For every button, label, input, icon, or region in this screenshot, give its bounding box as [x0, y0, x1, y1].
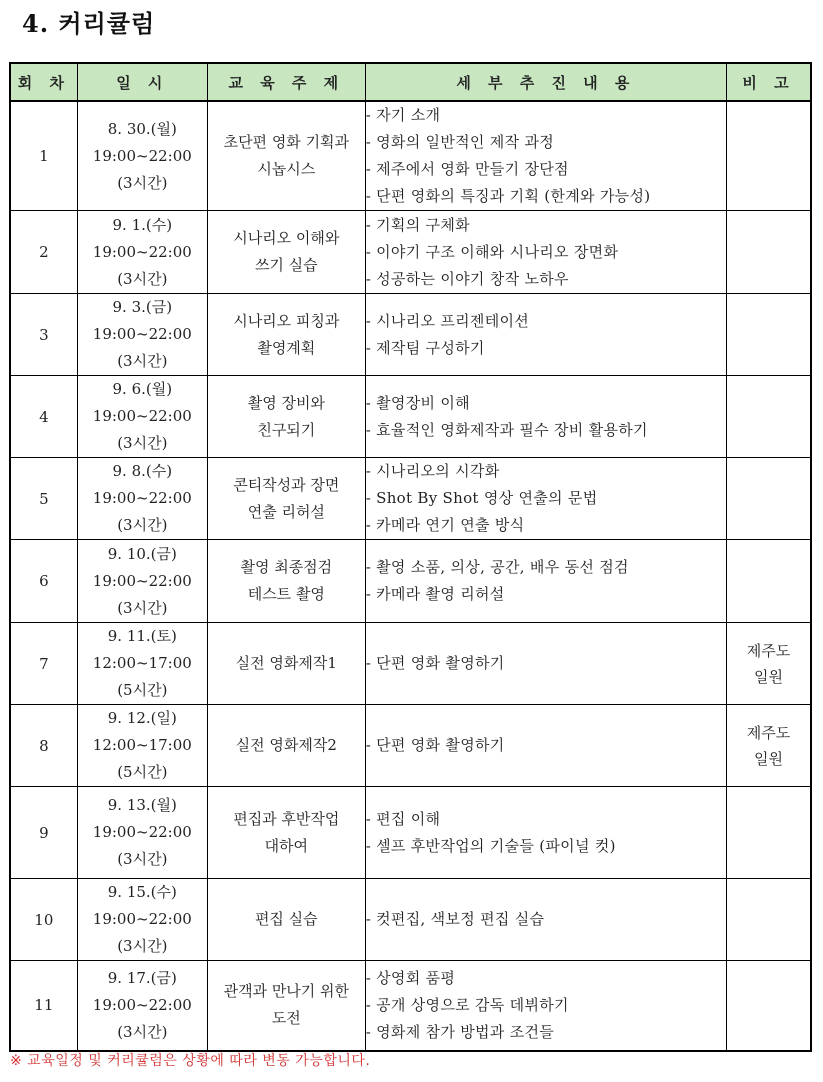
topic-line: 테스트 촬영 — [247, 585, 325, 603]
session-date-line: 9. 6.(월) — [112, 380, 173, 398]
topic-line: 콘티작성과 장면 — [233, 475, 340, 494]
detail-item: - 촬영장비 이해 — [365, 393, 470, 412]
detail-item: - 영화의 일반적인 제작 과정 — [365, 133, 555, 151]
details-cell — [365, 879, 726, 961]
session-date-line: 9. 1.(수) — [112, 215, 173, 234]
detail-item: - 기획의 구체화 — [365, 215, 470, 234]
details-cell — [365, 294, 726, 376]
session-date-cell — [77, 961, 207, 1051]
detail-item: - 촬영 소품, 의상, 공간, 배우 동선 점검 — [365, 558, 629, 576]
session-date-line: (3시간) — [117, 434, 168, 452]
topic-line: 연출 리허설 — [247, 502, 325, 521]
curriculum-table — [9, 62, 812, 1052]
details-cell — [365, 623, 726, 705]
session-date-cell — [77, 705, 207, 787]
session-number: 7 — [10, 623, 77, 705]
session-date-cell — [77, 787, 207, 879]
session-date-line: 19:00~22:00 — [92, 325, 192, 343]
topic-line: 시나리오 피칭과 — [233, 311, 340, 330]
table-row — [10, 787, 811, 879]
session-date-cell — [77, 458, 207, 540]
details-cell — [365, 705, 726, 787]
details-cell — [365, 540, 726, 623]
session-date-line: (3시간) — [117, 352, 168, 370]
session-date-line: 19:00~22:00 — [92, 910, 192, 928]
topic-line: 촬영계획 — [257, 338, 316, 357]
session-date-cell — [77, 294, 207, 376]
session-date-line: 9. 13.(월) — [107, 796, 177, 814]
session-date-cell — [77, 540, 207, 623]
detail-item: - 효율적인 영화제작과 필수 장비 활용하기 — [365, 420, 648, 439]
session-number: 9 — [10, 787, 77, 879]
topic-line: 초단편 영화 기획과 — [223, 133, 350, 151]
topic-line: 관객과 만나기 위한 — [223, 982, 350, 1001]
detail-item: - 자기 소개 — [365, 106, 441, 124]
section-title: 4. 커리큘럼 — [22, 9, 156, 38]
header-topic: 교 육 주 제 — [207, 63, 365, 101]
detail-item: - 편집 이해 — [365, 809, 441, 828]
session-number: 3 — [10, 294, 77, 376]
header-details: 세 부 추 진 내 용 — [365, 63, 726, 101]
session-number: 2 — [10, 211, 77, 294]
table-header-row — [10, 63, 811, 101]
session-date-line: 19:00~22:00 — [92, 242, 192, 261]
session-date-line: 19:00~22:00 — [92, 571, 192, 590]
session-date-line: (5시간) — [117, 681, 168, 699]
table-row — [10, 458, 811, 540]
detail-item: - 이야기 구조 이해와 시나리오 장면화 — [365, 242, 619, 261]
detail-item: - 카메라 연기 연출 방식 — [365, 516, 525, 534]
session-date-cell — [77, 376, 207, 458]
table-row — [10, 211, 811, 294]
topic-line: 촬영 장비와 — [247, 393, 325, 412]
topic-line: 시나리오 이해와 — [233, 229, 340, 247]
session-date-line: 19:00~22:00 — [92, 407, 192, 425]
table-row — [10, 961, 811, 1051]
topic-cell — [207, 294, 365, 376]
session-date-line: 9. 3.(금) — [112, 298, 173, 316]
session-date-cell — [77, 101, 207, 211]
session-date-line: 19:00~22:00 — [92, 823, 192, 841]
topic-line: 실전 영화제작1 — [235, 654, 337, 672]
table-row — [10, 101, 811, 211]
session-date-line: (3시간) — [117, 173, 168, 192]
note-line: 일원 — [754, 667, 783, 686]
detail-item: - Shot By Shot 영상 연출의 문법 — [365, 489, 598, 507]
table-row — [10, 623, 811, 705]
note-cell — [727, 787, 812, 879]
topic-cell — [207, 879, 365, 961]
session-date-line: 9. 15.(수) — [107, 883, 177, 901]
note-cell — [727, 211, 812, 294]
session-date-line: 8. 30.(월) — [107, 119, 177, 138]
detail-item: - 단편 영화 촬영하기 — [365, 654, 505, 672]
session-number: 11 — [10, 961, 77, 1051]
topic-line: 친구되기 — [257, 420, 316, 439]
session-date-line: 9. 11.(토) — [107, 627, 177, 645]
table-row — [10, 705, 811, 787]
session-date-line: 9. 12.(일) — [107, 709, 177, 727]
topic-line: 편집 실습 — [254, 910, 318, 928]
session-date-cell — [77, 879, 207, 961]
detail-item: - 단편 영화의 특징과 기획 (한계와 가능성) — [365, 187, 651, 205]
session-date-line: (5시간) — [117, 763, 168, 781]
note-cell — [727, 376, 812, 458]
header-note: 비 고 — [727, 63, 812, 101]
session-date-line: (3시간) — [117, 269, 168, 288]
detail-item: - 공개 상영으로 감독 데뷔하기 — [365, 995, 569, 1014]
topic-line: 쓰기 실습 — [254, 256, 318, 274]
session-number: 4 — [10, 376, 77, 458]
session-number: 10 — [10, 879, 77, 961]
note-cell — [727, 961, 812, 1051]
session-date-line: (3시간) — [117, 1022, 168, 1041]
note-cell — [727, 458, 812, 540]
note-line: 제주도 — [746, 641, 791, 660]
session-date-line: (3시간) — [117, 850, 168, 868]
session-date-line: (3시간) — [117, 516, 168, 534]
detail-item: - 제작팀 구성하기 — [365, 338, 485, 357]
topic-cell — [207, 458, 365, 540]
session-date-line: 19:00~22:00 — [92, 489, 192, 507]
topic-cell — [207, 961, 365, 1051]
note-cell — [727, 294, 812, 376]
table-row — [10, 294, 811, 376]
note-line: 제주도 — [746, 723, 791, 742]
detail-item: - 시나리오 프리젠테이션 — [365, 311, 530, 330]
detail-item: - 셀프 후반작업의 기술들 (파이널 컷) — [365, 836, 616, 855]
session-date-line: 12:00~17:00 — [92, 654, 192, 672]
session-number: 6 — [10, 540, 77, 623]
topic-line: 대하여 — [264, 836, 309, 855]
detail-item: - 성공하는 이야기 창작 노하우 — [365, 269, 569, 288]
details-cell — [365, 961, 726, 1051]
session-number: 8 — [10, 705, 77, 787]
detail-item: - 제주에서 영화 만들기 장단점 — [365, 160, 569, 178]
details-cell — [365, 458, 726, 540]
details-cell — [365, 376, 726, 458]
header-date: 일 시 — [77, 63, 207, 101]
session-date-line: 19:00~22:00 — [92, 995, 192, 1014]
header-session: 회 차 — [10, 63, 77, 101]
detail-item: - 카메라 촬영 리허설 — [365, 585, 505, 603]
detail-item: - 컷편집, 색보정 편집 실습 — [365, 910, 545, 928]
topic-cell — [207, 101, 365, 211]
session-date-line: 9. 8.(수) — [112, 462, 173, 480]
session-date-cell — [77, 211, 207, 294]
footnote: ※ 교육일정 및 커리큘럼은 상황에 따라 변동 가능합니다. — [10, 1053, 371, 1069]
table-row — [10, 540, 811, 623]
note-cell — [727, 101, 812, 211]
session-date-cell — [77, 623, 207, 705]
detail-item: - 시나리오의 시각화 — [365, 462, 500, 480]
detail-item: - 영화제 참가 방법과 조건들 — [365, 1022, 555, 1041]
detail-item: - 상영회 품평 — [365, 968, 456, 987]
session-date-line: 12:00~17:00 — [92, 736, 192, 754]
table-row — [10, 879, 811, 961]
note-cell — [727, 879, 812, 961]
topic-cell — [207, 376, 365, 458]
note-line: 일원 — [754, 749, 783, 768]
topic-line: 시놉시스 — [257, 160, 316, 178]
session-number: 1 — [10, 101, 77, 211]
details-cell — [365, 101, 726, 211]
table-row — [10, 376, 811, 458]
session-number: 5 — [10, 458, 77, 540]
topic-line: 편집과 후반작업 — [233, 809, 340, 828]
details-cell — [365, 211, 726, 294]
topic-cell — [207, 623, 365, 705]
session-date-line: (3시간) — [117, 598, 168, 617]
session-date-line: 9. 17.(금) — [107, 968, 177, 987]
topic-cell — [207, 211, 365, 294]
topic-line: 도전 — [271, 1009, 301, 1028]
topic-cell — [207, 540, 365, 623]
session-date-line: 19:00~22:00 — [92, 146, 192, 165]
details-cell — [365, 787, 726, 879]
session-date-line: (3시간) — [117, 937, 168, 955]
topic-line: 촬영 최종점검 — [240, 558, 333, 576]
detail-item: - 단편 영화 촬영하기 — [365, 736, 505, 754]
topic-line: 실전 영화제작2 — [235, 736, 337, 754]
note-cell — [727, 705, 812, 787]
note-cell — [727, 540, 812, 623]
note-cell — [727, 623, 812, 705]
table-body — [10, 101, 811, 1051]
topic-cell — [207, 705, 365, 787]
topic-cell — [207, 787, 365, 879]
session-date-line: 9. 10.(금) — [107, 544, 177, 563]
